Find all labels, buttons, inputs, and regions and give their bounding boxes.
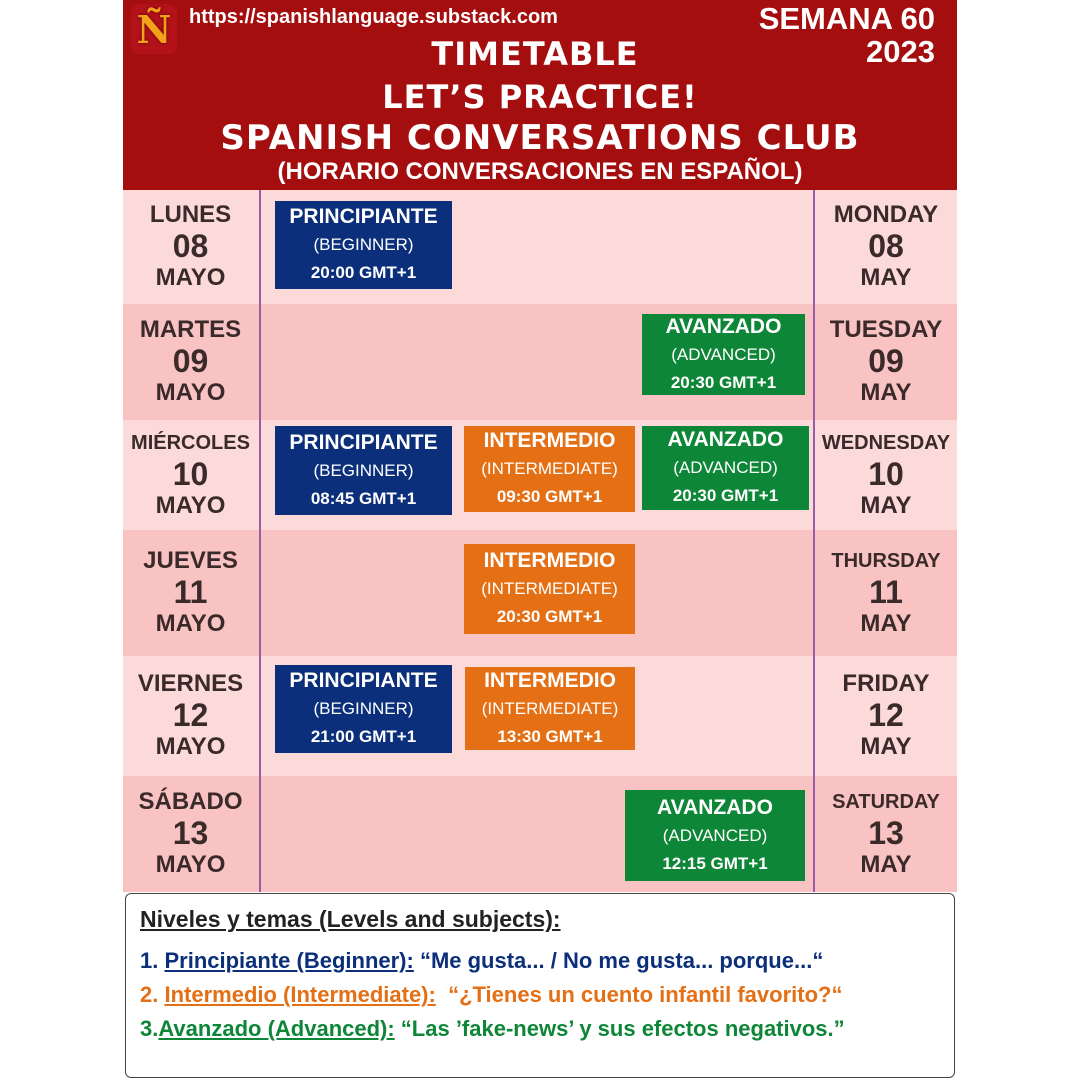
day-number-es: 13 — [172, 815, 209, 851]
day-number-en: 12 — [868, 697, 904, 733]
day-number-es: 08 — [172, 228, 209, 264]
day-number-en: 09 — [868, 343, 904, 379]
session-level-en: (ADVANCED) — [671, 344, 776, 364]
month-es: MAYO — [155, 851, 226, 878]
legend-item-intermediate — [140, 982, 842, 1008]
day-label-en — [815, 656, 957, 776]
session-time: 12:15 GMT+1 — [662, 853, 768, 873]
day-name-es: JUEVES — [143, 547, 238, 574]
session-level-en: (ADVANCED) — [673, 458, 778, 477]
legend-number: 1. — [140, 948, 165, 973]
session-time: 20:30 GMT+1 — [496, 607, 603, 626]
legend-number: 2. — [140, 982, 165, 1007]
title-subtitle: (HORARIO CONVERSACIONES EN ESPAÑOL) — [277, 158, 803, 185]
day-number-es: 09 — [172, 343, 209, 379]
session-time: 20:00 GMT+1 — [310, 263, 417, 282]
legend-number: 3. — [140, 1016, 159, 1041]
day-label-en — [815, 304, 957, 420]
title-timetable: TIMETABLE — [431, 35, 639, 73]
session-time: 20:30 GMT+1 — [670, 372, 777, 392]
levels-legend — [125, 893, 955, 1078]
legend-label: Intermedio (Intermediate): — [164, 982, 436, 1007]
session-beginner[interactable] — [275, 665, 452, 753]
day-name-en: FRIDAY — [842, 670, 930, 697]
session-level-en: (INTERMEDIATE) — [481, 698, 619, 718]
month-es: MAYO — [155, 379, 226, 406]
divider-left — [259, 190, 261, 892]
session-beginner[interactable] — [275, 201, 452, 289]
day-row-friday — [123, 656, 957, 776]
session-level-en: (BEGINNER) — [313, 235, 414, 254]
day-label-es — [123, 656, 258, 776]
day-label-en — [815, 190, 957, 304]
divider-right — [813, 190, 815, 892]
day-name-en: THURSDAY — [831, 550, 941, 572]
day-row-monday — [123, 190, 957, 304]
day-name-en: TUESDAY — [829, 316, 943, 343]
session-intermediate[interactable] — [464, 426, 635, 512]
day-label-es — [123, 304, 258, 420]
session-level: AVANZADO — [667, 428, 784, 451]
day-name-es: LUNES — [149, 201, 232, 228]
month-en: MAY — [860, 610, 912, 637]
header-banner — [123, 0, 957, 190]
month-es: MAYO — [155, 733, 226, 760]
session-intermediate[interactable] — [465, 667, 635, 750]
day-name-en: WEDNESDAY — [821, 432, 951, 454]
session-level: INTERMEDIO — [484, 668, 616, 692]
session-level: PRINCIPIANTE — [289, 430, 438, 454]
session-level: INTERMEDIO — [483, 429, 616, 452]
day-number-es: 10 — [172, 456, 209, 492]
session-level-en: (BEGINNER) — [313, 699, 414, 718]
day-label-en — [815, 530, 957, 656]
day-number-en: 10 — [868, 456, 904, 492]
month-en: MAY — [860, 264, 912, 291]
legend-label: Principiante (Beginner): — [164, 948, 414, 973]
logo-icon: Ñ — [131, 4, 177, 54]
session-level: PRINCIPIANTE — [289, 205, 438, 228]
month-en: MAY — [860, 492, 912, 519]
session-time: 20:30 GMT+1 — [672, 486, 779, 505]
session-level-en: (ADVANCED) — [662, 825, 768, 845]
legend-topic: “Las ’fake-news’ y sus efectos negativos.” — [394, 1016, 845, 1041]
month-es: MAYO — [155, 492, 226, 519]
session-intermediate[interactable] — [464, 544, 635, 634]
day-number-es: 11 — [173, 574, 208, 610]
session-level: AVANZADO — [665, 314, 782, 338]
legend-topic: “Me gusta... / No me gusta... porque...“ — [413, 948, 824, 973]
session-beginner[interactable] — [275, 426, 452, 515]
day-number-en: 11 — [869, 574, 903, 610]
legend-label: Avanzado (Advanced): — [158, 1016, 395, 1041]
day-row-wednesday — [123, 420, 957, 530]
year: 2023 — [866, 34, 935, 69]
session-level-en: (INTERMEDIATE) — [481, 459, 618, 478]
session-advanced[interactable] — [642, 426, 809, 510]
day-label-en — [815, 420, 957, 530]
legend-item-beginner — [140, 948, 823, 974]
session-level: AVANZADO — [657, 795, 773, 819]
session-level: INTERMEDIO — [483, 549, 616, 572]
day-name-es: VIERNES — [137, 670, 244, 697]
day-row-saturday — [123, 776, 957, 892]
session-advanced[interactable] — [625, 790, 805, 881]
session-level: PRINCIPIANTE — [289, 669, 438, 692]
day-row-tuesday — [123, 304, 957, 420]
month-en: MAY — [860, 379, 912, 406]
month-es: MAYO — [155, 610, 226, 637]
month-en: MAY — [860, 851, 912, 878]
session-level-en: (INTERMEDIATE) — [481, 579, 618, 598]
site-url[interactable]: https://spanishlanguage.substack.com — [189, 6, 558, 28]
session-time: 21:00 GMT+1 — [310, 727, 417, 746]
day-number-en: 08 — [868, 228, 904, 264]
day-number-en: 13 — [868, 815, 904, 851]
day-name-en: MONDAY — [833, 201, 939, 228]
session-time: 13:30 GMT+1 — [497, 726, 603, 746]
day-name-es: MIÉRCOLES — [131, 432, 250, 454]
week-number: SEMANA 60 — [758, 1, 935, 36]
day-label-es — [123, 530, 258, 656]
legend-title: Niveles y temas (Levels and subjects): — [140, 906, 561, 932]
day-label-en — [815, 776, 957, 892]
day-label-es — [123, 420, 258, 530]
day-label-es — [123, 190, 258, 304]
month-es: MAYO — [155, 264, 226, 291]
legend-topic: “¿Tienes un cuento infantil favorito?“ — [435, 982, 843, 1007]
title-lets-practice: LET’S PRACTICE! — [382, 78, 698, 116]
day-name-es: MARTES — [139, 316, 242, 343]
title-club: SPANISH CONVERSATIONS CLUB — [220, 118, 860, 158]
timetable-poster — [123, 0, 957, 1080]
schedule-grid — [123, 190, 957, 892]
day-name-en: SATURDAY — [832, 791, 940, 813]
day-label-es — [123, 776, 258, 892]
day-name-es: SÁBADO — [138, 788, 243, 815]
session-time: 08:45 GMT+1 — [310, 488, 417, 508]
session-advanced[interactable] — [642, 314, 805, 395]
month-en: MAY — [860, 733, 912, 760]
session-level-en: (BEGINNER) — [313, 460, 414, 480]
legend-item-advanced — [140, 1016, 845, 1042]
session-time: 09:30 GMT+1 — [496, 487, 603, 506]
day-row-thursday — [123, 530, 957, 656]
day-number-es: 12 — [172, 697, 209, 733]
